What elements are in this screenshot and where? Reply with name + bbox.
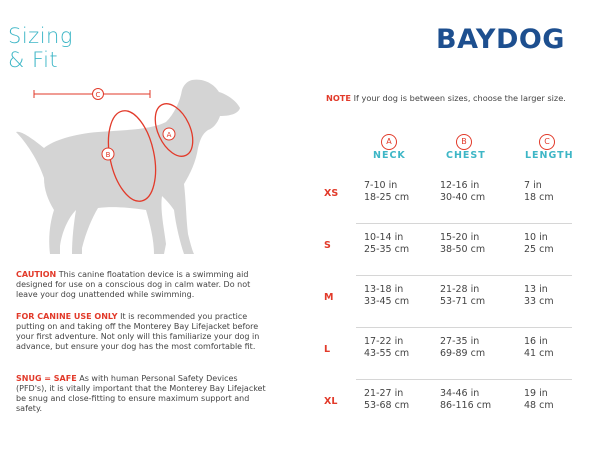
length-in: 7 in xyxy=(524,180,542,191)
canine-use-text: It is recommended you practice putting on and taking off the Monterey Bay Lifejacket before your first adventure. Not only will this familiarize your dog in advance, but ensure your dog has the most comfortable fit. xyxy=(16,312,260,351)
length-cell xyxy=(524,284,554,308)
column-header-neck: NECK xyxy=(373,150,406,161)
neck-cm: 43-55 cm xyxy=(364,348,410,359)
neck-in: 10-14 in xyxy=(364,232,404,243)
snug-safe-note xyxy=(16,374,266,414)
chest-cell xyxy=(440,232,485,256)
length-in: 16 in xyxy=(524,336,548,347)
sizing-note-label: NOTE xyxy=(326,93,351,103)
canine-use-note xyxy=(16,312,266,352)
size-label: S xyxy=(324,240,331,251)
chest-cell xyxy=(440,336,485,360)
size-row-xs xyxy=(320,172,572,224)
neck-in: 21-27 in xyxy=(364,388,404,399)
chest-in: 21-28 in xyxy=(440,284,480,295)
size-row-xl xyxy=(320,380,572,416)
snug-safe-label: SNUG = SAFE xyxy=(16,374,77,383)
length-cell xyxy=(524,232,554,256)
neck-cell xyxy=(364,180,409,204)
neck-cell xyxy=(364,232,409,256)
neck-cm: 33-45 cm xyxy=(364,296,410,307)
neck-cell xyxy=(364,388,409,412)
size-label: XS xyxy=(324,188,339,199)
canine-use-label: FOR CANINE USE ONLY xyxy=(16,312,118,321)
length-cm: 18 cm xyxy=(524,192,554,203)
label-a: A xyxy=(166,131,172,139)
column-header-chest: CHEST xyxy=(446,150,486,161)
chest-in: 12-16 in xyxy=(440,180,480,191)
neck-cm: 53-68 cm xyxy=(364,400,410,411)
chest-cell xyxy=(440,388,491,412)
column-a-marker: A xyxy=(381,134,397,150)
dog-silhouette xyxy=(16,80,240,254)
neck-in: 17-22 in xyxy=(364,336,404,347)
neck-in: 13-18 in xyxy=(364,284,404,295)
length-cm: 33 cm xyxy=(524,296,554,307)
neck-cell xyxy=(364,284,409,308)
chest-cm: 69-89 cm xyxy=(440,348,486,359)
length-cell xyxy=(524,180,554,204)
sizing-note-text: If your dog is between sizes, choose the larger size. xyxy=(353,93,566,103)
label-c: C xyxy=(95,91,101,99)
chest-in: 34-46 in xyxy=(440,388,480,399)
size-label: M xyxy=(324,292,334,303)
neck-cm: 18-25 cm xyxy=(364,192,410,203)
neck-in: 7-10 in xyxy=(364,180,398,191)
chest-cm: 38-50 cm xyxy=(440,244,486,255)
length-in: 13 in xyxy=(524,284,548,295)
column-c-marker: C xyxy=(539,134,555,150)
caution-text: This canine floatation device is a swimming aid designed for use on a conscious dog in calm water. Do not leave your dog unattended while swimming. xyxy=(16,270,251,299)
snug-safe-text: As with human Personal Safety Devices (PFD's), it is vitally important that the Monterey Bay Lifejacket be snug and close-fitting to ensure maximum support and safety. xyxy=(16,374,266,413)
length-cm: 48 cm xyxy=(524,400,554,411)
title-line-2: & Fit xyxy=(8,48,59,72)
length-cell xyxy=(524,336,554,360)
chest-in: 15-20 in xyxy=(440,232,480,243)
chest-cm: 30-40 cm xyxy=(440,192,486,203)
chest-in: 27-35 in xyxy=(440,336,480,347)
length-in: 10 in xyxy=(524,232,548,243)
size-row-m xyxy=(320,276,572,328)
sizing-note xyxy=(326,93,566,103)
size-label: L xyxy=(324,344,331,355)
chest-cm: 86-116 cm xyxy=(440,400,492,411)
column-header-length: LENGTH xyxy=(525,150,574,161)
title-line-1: Sizing xyxy=(8,24,73,48)
chest-cm: 53-71 cm xyxy=(440,296,486,307)
neck-cell xyxy=(364,336,409,360)
size-label: XL xyxy=(324,396,338,407)
neck-cm: 25-35 cm xyxy=(364,244,410,255)
caution-note xyxy=(16,270,266,300)
label-b: B xyxy=(105,151,111,159)
length-cell xyxy=(524,388,554,412)
caution-label: CAUTION xyxy=(16,270,57,279)
size-row-l xyxy=(320,328,572,380)
chest-cell xyxy=(440,180,485,204)
page-title xyxy=(8,24,73,72)
length-cm: 25 cm xyxy=(524,244,554,255)
column-b-marker: B xyxy=(456,134,472,150)
brand-logo: BAYDOG xyxy=(436,24,565,55)
length-cm: 41 cm xyxy=(524,348,554,359)
dog-measurement-diagram xyxy=(14,78,254,258)
chest-cell xyxy=(440,284,485,308)
length-in: 19 in xyxy=(524,388,548,399)
size-row-s xyxy=(320,224,572,276)
